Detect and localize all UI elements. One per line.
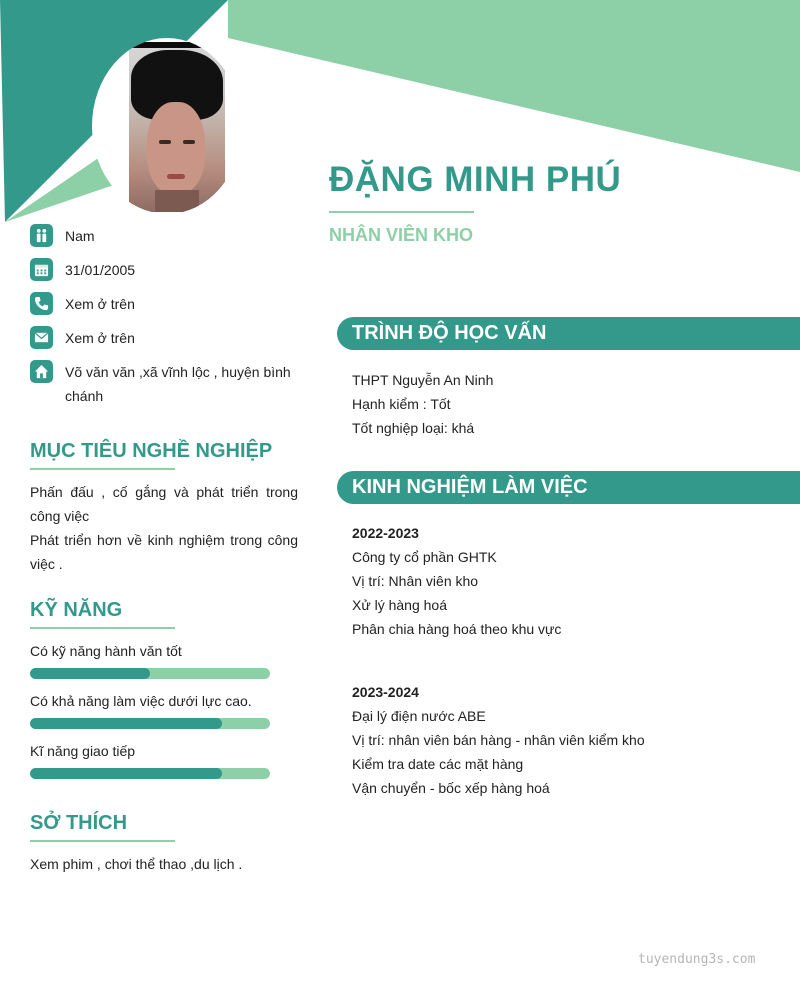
watermark: tuyendung3s.com xyxy=(638,952,756,967)
experience-line: Công ty cổ phần GHTK xyxy=(352,549,497,565)
experience-line: Kiểm tra date các mặt hàng xyxy=(352,756,524,772)
experience-period: 2022-2023 xyxy=(352,525,419,541)
skill-bar-fill xyxy=(30,718,222,729)
experience-line: Phân chia hàng hoá theo khu vực xyxy=(352,621,562,637)
education-header xyxy=(337,317,800,350)
education-line: Tốt nghiệp loại: khá xyxy=(352,420,475,436)
email-value: Xem ở trên xyxy=(65,330,135,346)
objective-title: MỤC TIÊU NGHỀ NGHIỆP xyxy=(30,440,273,462)
address-value: Võ văn văn ,xã vĩnh lộc , huyện bình chánh xyxy=(65,364,291,404)
phone-icon xyxy=(30,292,53,315)
education-details xyxy=(352,368,772,440)
contact-address xyxy=(30,360,300,408)
light-green-band xyxy=(228,0,800,172)
gender-icon xyxy=(30,224,53,247)
avatar-frame xyxy=(92,38,242,214)
hobbies-title: SỞ THÍCH xyxy=(30,812,128,834)
hobbies-underline xyxy=(30,840,175,842)
calendar-icon xyxy=(30,258,53,281)
experience-line: Vận chuyển - bốc xếp hàng hoá xyxy=(352,780,550,796)
home-icon xyxy=(30,360,53,383)
skill-bar xyxy=(30,768,270,779)
birthday-value: 31/01/2005 xyxy=(65,262,136,278)
experience-line: Vị trí: Nhân viên kho xyxy=(352,573,479,589)
experience-period: 2023-2024 xyxy=(352,684,419,700)
skill-bar xyxy=(30,718,270,729)
gender-value: Nam xyxy=(65,228,95,244)
experience-title: KINH NGHIỆM LÀM VIỆC xyxy=(352,476,588,498)
avatar xyxy=(129,42,225,212)
experience-line: Xử lý hàng hoá xyxy=(352,597,447,613)
hobbies-text: Xem phim , chơi thể thao ,du lịch . xyxy=(30,856,243,872)
phone-value: Xem ở trên xyxy=(65,296,135,312)
skill-bar-fill xyxy=(30,768,222,779)
education-line: THPT Nguyễn An Ninh xyxy=(352,372,494,388)
skill-label: Có khả năng làm việc dưới lực cao. xyxy=(30,693,252,709)
contact-gender xyxy=(30,224,300,248)
experience-item xyxy=(352,521,772,641)
mail-icon xyxy=(30,326,53,349)
skills-title: KỸ NĂNG xyxy=(30,599,123,621)
contact-email xyxy=(30,326,300,350)
objective-line: Phấn đấu , cố gắng và phát triển trong công việc xyxy=(30,484,298,524)
skills-underline xyxy=(30,627,175,629)
experience-header xyxy=(337,471,800,504)
job-title: NHÂN VIÊN KHO xyxy=(329,225,474,245)
objective-text xyxy=(30,480,298,576)
objective-line: Phát triển hơn về kinh nghiệm trong công việc . xyxy=(30,532,298,572)
contact-birthday xyxy=(30,258,300,282)
objective-underline xyxy=(30,468,175,470)
education-line: Hạnh kiểm : Tốt xyxy=(352,396,451,412)
skill-label: Kĩ năng giao tiếp xyxy=(30,743,136,759)
experience-line: Vị trí: nhân viên bán hàng - nhân viên kiểm kho xyxy=(352,732,645,748)
candidate-name: ĐẶNG MINH PHÚ xyxy=(329,160,622,199)
skill-label: Có kỹ năng hành văn tốt xyxy=(30,643,182,659)
skill-bar-fill xyxy=(30,668,150,679)
experience-item xyxy=(352,680,772,800)
skill-bar xyxy=(30,668,270,679)
education-title: TRÌNH ĐỘ HỌC VẤN xyxy=(352,322,547,344)
contact-phone xyxy=(30,292,300,316)
name-underline xyxy=(329,211,474,213)
experience-line: Đại lý điện nước ABE xyxy=(352,708,486,724)
